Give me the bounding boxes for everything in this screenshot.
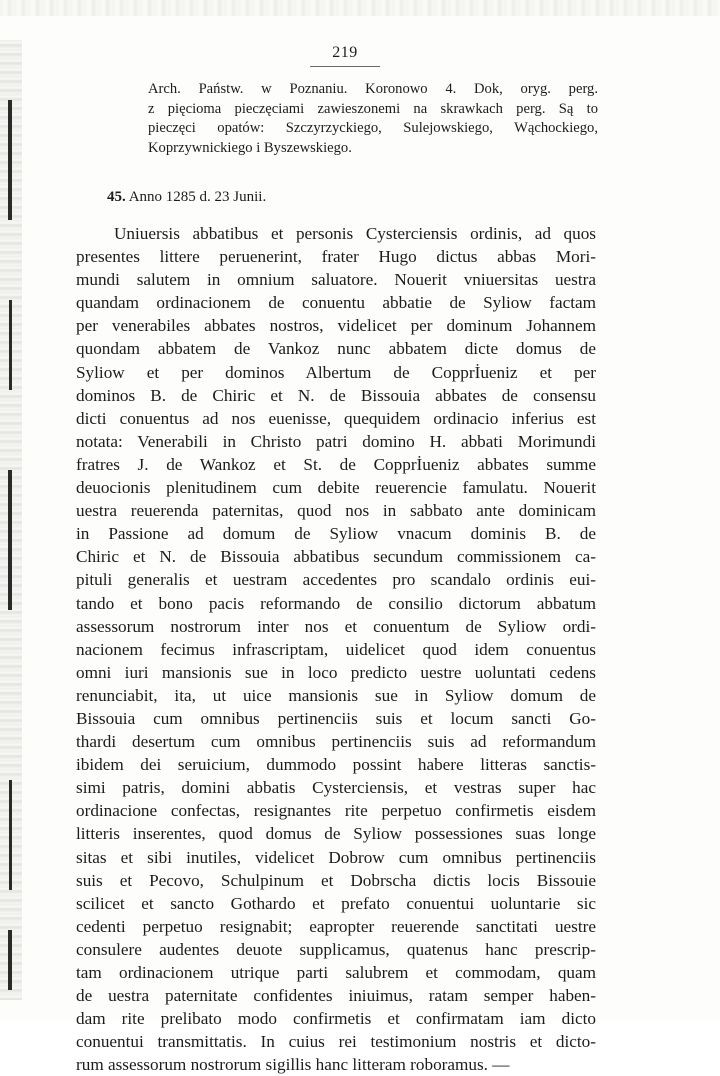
body-text-line: presentes littere peruenerint, frater Hugo dictus abbas Mori-	[76, 247, 596, 267]
body-text-line: Bissouia cum omnibus pertinenciis suis et locum sancti Go-	[76, 708, 596, 728]
body-text-line: quondam abbatem de Vankoz nunc abbatem dicte domus de	[76, 339, 596, 359]
body-text-line: dicti conuentus ad nos euenisse, quequidem ordinacio inferius est	[76, 408, 596, 428]
body-text-line: rum assessorum nostrorum sigillis hanc litteram roboramus. —	[76, 1055, 510, 1075]
source-note-line: pieczęci opatów: Szczyrzyckiego, Sulejowskiego, Wąchockiego,	[148, 120, 598, 136]
body-text-line: ibidem dei seruicium, dummodo possint habere litteras sanctis-	[76, 755, 596, 775]
body-text-line: dam rite prelibato modo confirmetis et confirmatam iam dicto	[76, 1009, 596, 1029]
body-text-line: dominos B. de Chiric et N. de Bissouia abbates de consensu	[76, 385, 596, 405]
body-text-line: mundi salutem in omnium saluatore. Nouerit vniuersitas uestra	[76, 270, 596, 290]
body-text-line: cedenti perpetuo resignabit; eapropter reuerende sanctitati uestre	[76, 916, 596, 936]
body-text-line: Syliow et per dominos Albertum de Copprİueniz et per	[76, 362, 596, 382]
scan-edge-mark	[8, 470, 12, 610]
page-number: 219	[332, 44, 358, 61]
scan-edge-mark	[9, 780, 12, 890]
body-text-line: per venerabiles abbates nostros, videlicet per dominum Johannem	[76, 316, 596, 336]
body-text-line: Chiric et N. de Bissouia abbatibus secundum commissionem ca-	[76, 547, 596, 567]
source-note-line: Arch. Państw. w Poznaniu. Koronowo 4. Dok, oryg. perg.	[148, 81, 598, 97]
source-note-line: z pięcioma pieczęciami zawieszonemi na skrawkach perg. Są to	[148, 100, 598, 117]
entry-date: Anno 1285 d. 23 Junii.	[128, 189, 267, 205]
body-text-line: thardi desertum cum omnibus pertinenciis suis ad reformandum	[76, 732, 596, 752]
body-text-line: conuentui transmittatis. In cuius rei testimonium nostris et dicto-	[76, 1032, 596, 1052]
body-text-line: fratres J. de Wankoz et St. de Copprİueniz abbates summe	[76, 454, 596, 474]
document-body-text	[76, 222, 596, 1076]
body-text-line: scilicet et sancto Gothardo et prefato conuentui uoluntarie sic	[76, 893, 596, 913]
body-text-line: deuocionis plenitudinem cum debite reuerencie famulatu. Nouerit	[76, 478, 596, 498]
body-text-line: renunciabit, ita, ut uice mansionis sue in Syliow domum de	[76, 685, 596, 705]
body-text-line: uestra reuerenda paternitas, quod nos in sabbato ante dominicam	[76, 501, 596, 521]
source-note-line: Koprzywnickiego i Byszewskiego.	[148, 139, 352, 156]
archival-source-note	[148, 80, 598, 158]
body-text-line: litteris inserentes, quod domus de Syliow possessiones suas longe	[76, 824, 596, 844]
body-text-line: tam ordinacionem utrique parti salubrem et commodam, quam	[76, 963, 596, 982]
body-text-line: quandam ordinacionem de conuentu abbatie de Syliow factam	[76, 293, 596, 313]
body-text-line: assessorum nostrorum inter nos et conuentum de Syliow ordi-	[76, 616, 596, 636]
scan-edge-mark	[9, 300, 12, 390]
scan-edge-mark	[8, 930, 12, 990]
body-text-line: de uestra paternitate confidentes iniuimus, ratam semper haben-	[76, 986, 596, 1006]
body-text-line: sitas et sibi inutiles, videlicet Dobrow cum omnibus pertinenciis	[76, 847, 596, 867]
body-text-line: omni iuri mansionis sue in loco predicto uestre uoluntati cedens	[76, 662, 596, 682]
body-text-line: Uniuersis abbatibus et personis Cysterciensis ordinis, ad quos	[114, 224, 596, 243]
body-text-line: nacionem fecimus infrascriptam, uidelicet quod idem conuentus	[76, 639, 596, 659]
body-text-line: in Passione ad domum de Syliow vnacum dominis B. de	[76, 524, 596, 544]
body-text-line: pituli generalis et uestram accedentes pro scandalo ordinis eui-	[76, 570, 596, 590]
scan-top-edge	[0, 0, 720, 16]
body-text-line: notata: Venerabili in Christo patri domino H. abbati Morimundi	[76, 431, 596, 451]
entry-heading	[107, 189, 266, 206]
body-text-line: ordinacione confectas, resignantes rite perpetuo confirmetis eisdem	[76, 801, 596, 821]
page-number-rule	[310, 66, 380, 67]
scan-edge-mark	[8, 100, 12, 220]
body-text-line: tando et bono pacis reformando de consilio dictorum abbatum	[76, 593, 596, 613]
body-text-line: suis et Pecovo, Schulpinum et Dobrscha dictis locis Bissouie	[76, 870, 596, 890]
body-text-line: simi patris, domini abbatis Cysterciensis, et vestras super hac	[76, 778, 596, 798]
entry-number: 45.	[107, 189, 126, 205]
body-text-line: consulere audentes deuote supplicamus, quatenus hanc prescrip-	[76, 939, 596, 959]
